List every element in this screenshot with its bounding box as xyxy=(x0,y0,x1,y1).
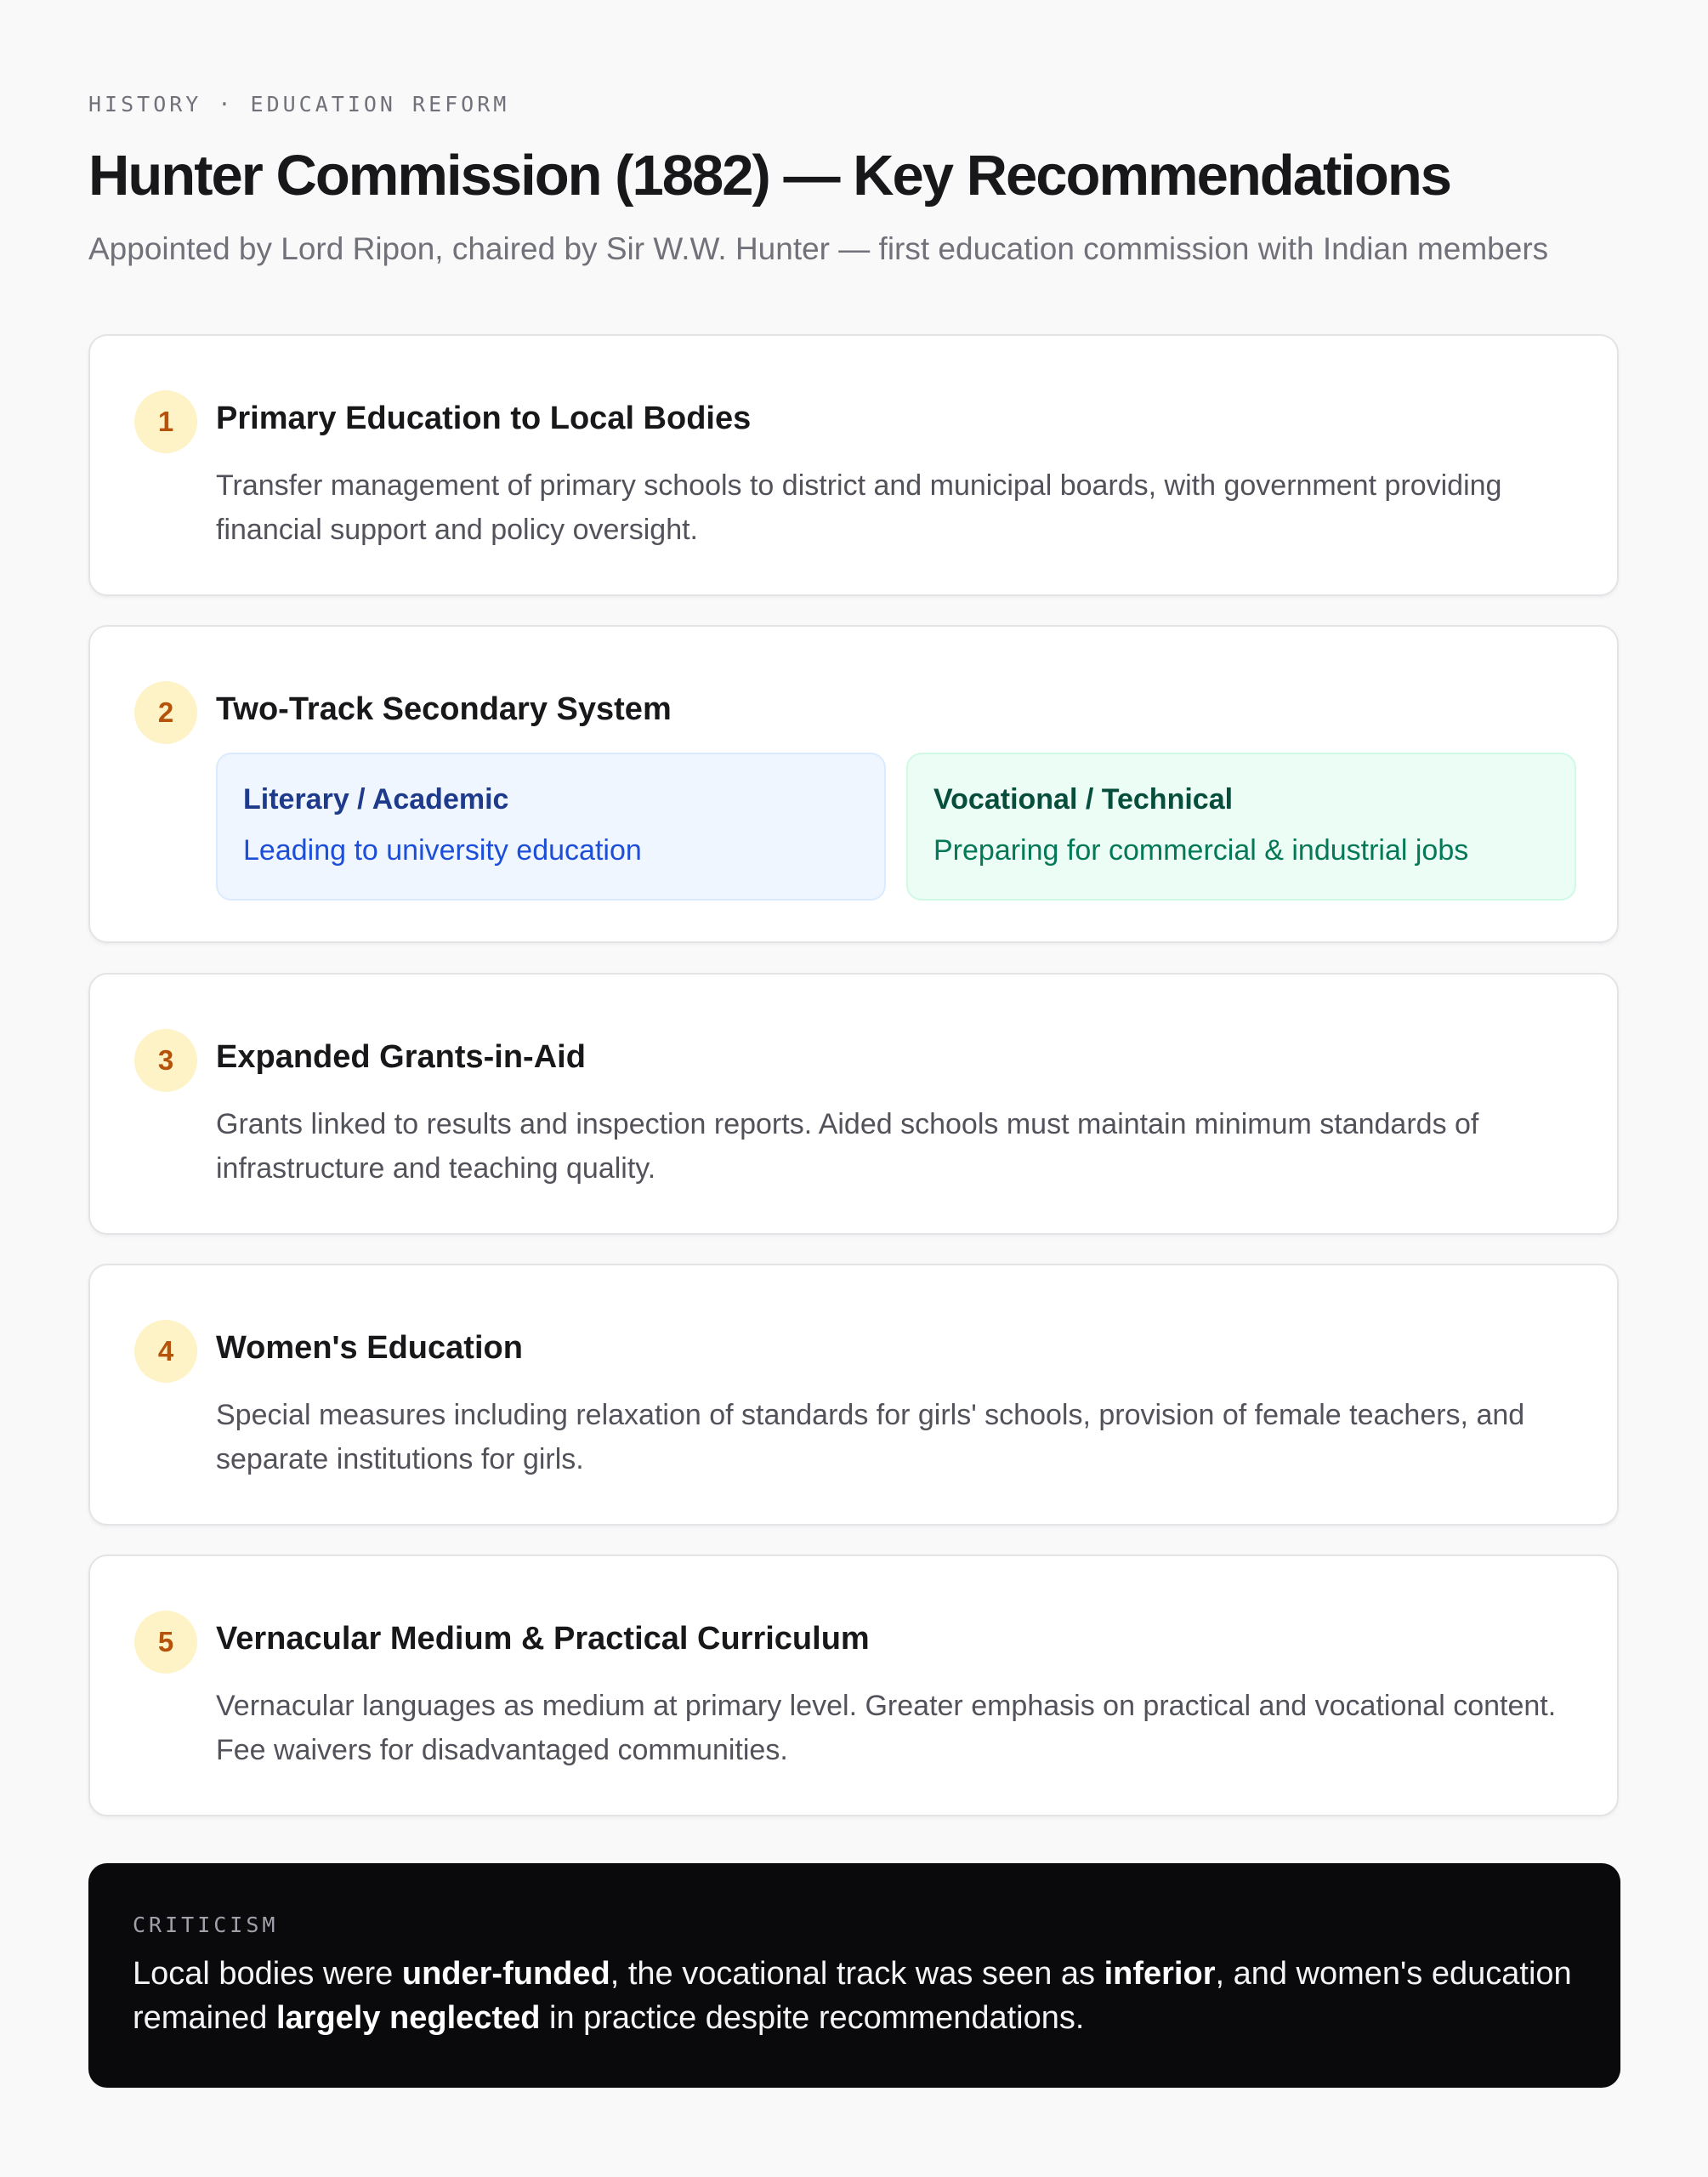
track-subtitle: Preparing for commercial & industrial jobs xyxy=(933,834,1469,867)
recommendation-card-3 xyxy=(88,973,1619,1235)
track-title: Vocational / Technical xyxy=(933,783,1234,816)
number-badge: 2 xyxy=(134,681,197,744)
recommendation-card-4 xyxy=(88,1264,1619,1526)
card-title: Two-Track Secondary System xyxy=(216,691,672,727)
criticism-text-part: Local bodies were xyxy=(133,1956,402,1992)
criticism-text-part: in practice despite recommendations. xyxy=(540,2000,1085,2036)
card-title: Primary Education to Local Bodies xyxy=(216,401,752,436)
criticism-emphasis: inferior xyxy=(1104,1956,1216,1992)
criticism-text xyxy=(133,1952,1578,2040)
number-badge: 5 xyxy=(134,1611,197,1674)
card-title: Women's Education xyxy=(216,1330,523,1366)
page-subtitle: Appointed by Lord Ripon, chaired by Sir W.W. Hunter — first education commission with Indian members xyxy=(88,231,1549,266)
track-title: Literary / Academic xyxy=(243,783,509,816)
card-description: Vernacular languages as medium at primary level. Greater emphasis on practical and vocational content. Fee waivers for disadvantaged communities. xyxy=(216,1690,1557,1766)
recommendation-card-5 xyxy=(88,1555,1619,1816)
card-title: Expanded Grants-in-Aid xyxy=(216,1039,586,1075)
track-vocational xyxy=(906,753,1576,901)
criticism-label: CRITICISM xyxy=(133,1913,279,1937)
track-subtitle: Leading to university education xyxy=(243,834,642,867)
criticism-text-part: , the vocational track was seen as xyxy=(610,1956,1104,1992)
track-academic xyxy=(216,753,886,901)
number-badge: 4 xyxy=(134,1320,197,1383)
page-title: Hunter Commission (1882) — Key Recommendations xyxy=(88,144,1451,207)
criticism-text-part: , and women's education remained xyxy=(133,1956,1572,2036)
criticism-emphasis: under-funded xyxy=(401,1956,610,1992)
eyebrow-label: HISTORY · EDUCATION REFORM xyxy=(88,92,510,117)
card-description: Special measures including relaxation of standards for girls' schools, provision of female teachers, and separate institutions for girls. xyxy=(216,1399,1525,1475)
number-badge: 1 xyxy=(134,390,197,453)
recommendation-card-2 xyxy=(88,625,1619,943)
criticism-emphasis: largely neglected xyxy=(275,2000,541,2036)
card-description: Transfer management of primary schools to district and municipal boards, with government providing financial support and policy oversight. xyxy=(216,469,1502,546)
card-description: Grants linked to results and inspection reports. Aided schools must maintain minimum standards of infrastructure and teaching quality. xyxy=(216,1108,1479,1185)
card-title: Vernacular Medium & Practical Curriculum xyxy=(216,1621,870,1657)
recommendation-card-1 xyxy=(88,334,1619,596)
criticism-panel xyxy=(88,1863,1620,2088)
number-badge: 3 xyxy=(134,1029,197,1092)
